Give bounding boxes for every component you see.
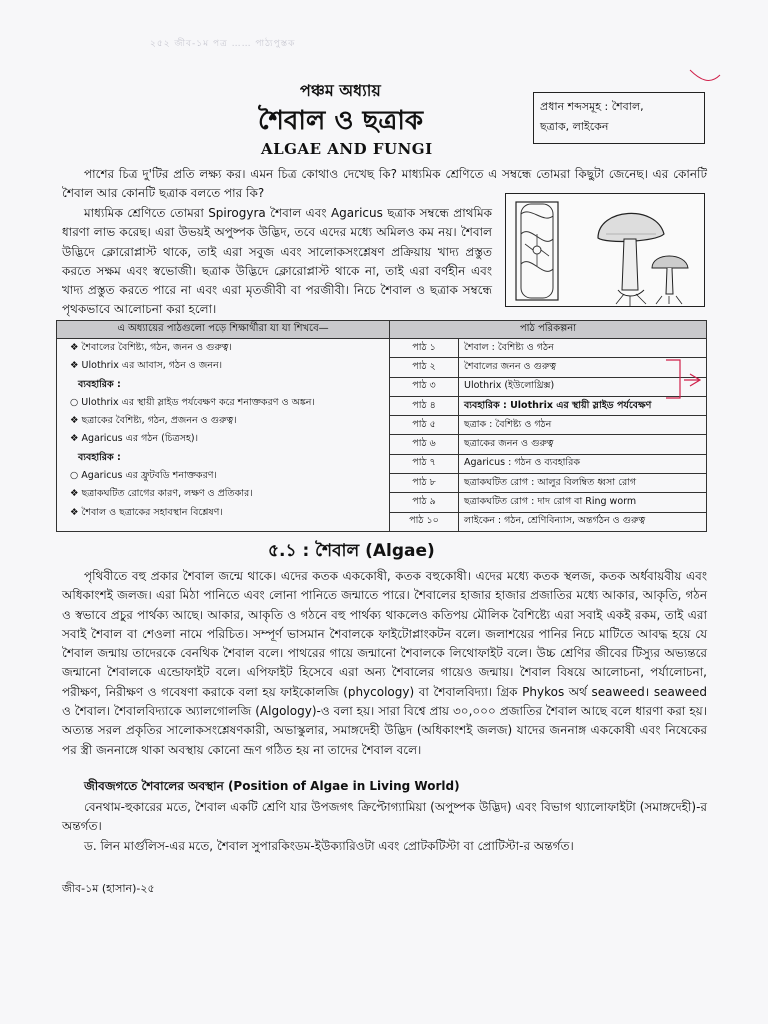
- lesson-number: পাঠ ৪: [390, 396, 459, 415]
- keywords-line-2: ছত্রাক, লাইকেন: [540, 120, 609, 133]
- chapter-title: শৈবাল ও ছত্রাক: [258, 106, 424, 136]
- position-paragraphs: [62, 798, 707, 856]
- intro-p1: পাশের চিত্র দু'টির প্রতি লক্ষ্য কর। এমন চিত্র কোথাও দেখেছ কি? মাধ্যমিক শ্রেণিতে এ সম্বন্ধে তোমরা কিছুটা জেনেছ। এর কোনটি শৈবাল আর কোনটি ছত্রাক বলতে পার কি?: [62, 167, 707, 201]
- lesson-number: পাঠ ৯: [390, 493, 459, 512]
- objective-item: ❖ শৈবাল ও ছত্রাকের সহাবস্থান বিশ্লেষণ।: [70, 506, 223, 518]
- objectives-cell: [57, 339, 390, 532]
- figure-drawing: [506, 194, 706, 308]
- lesson-title: শৈবাল : বৈশিষ্ট্য ও গঠন: [459, 339, 707, 358]
- algae-paragraph: [62, 567, 707, 760]
- intro-paragraph-2: [62, 204, 492, 320]
- position-p1: বেনথাম-হুকারের মতে, শৈবাল একটি শ্রেণি যার উপজগৎ ক্রিপ্টোগ্যামিয়া (অপুষ্পক উদ্ভিদ) এবং বিভাগ থ্যালোফাইটা (সমাঙ্গদেহী)-র অন্তর্গত।: [62, 800, 707, 834]
- position-p2: ড. লিন মার্গুলিস-এর মতে, শৈবাল সুপারকিংডম-ইউক্যারিওটা এবং প্রোটকটিস্টা বা প্রোটিস্টা-র অন্তর্গত।: [84, 838, 574, 853]
- keywords-line-1: প্রধান শব্দসমূহ : শৈবাল,: [540, 100, 644, 113]
- objective-item: ❖ Agaricus এর গঠন (চিত্রসহ)।: [70, 433, 199, 445]
- bleed-through-text: ২৫২ জীব-১ম পত্র …… পাঠ্যপুস্তক: [150, 39, 296, 49]
- chapter-subtitle: ALGAE AND FUNGI: [261, 140, 433, 158]
- position-subheading: জীবজগতে শৈবালের অবস্থান (Position of Algae in Living World): [84, 779, 460, 793]
- lesson-number: পাঠ ৩: [390, 377, 459, 396]
- section-heading: ৫.১ : শৈবাল (Algae): [268, 541, 435, 561]
- lesson-title: Agaricus : গঠন ও ব্যবহারিক: [459, 454, 707, 473]
- plan-header: পাঠ পরিকল্পনা: [390, 321, 707, 339]
- objective-item: ❖ Ulothrix এর আবাস, গঠন ও জনন।: [70, 360, 223, 372]
- practical-label: ব্যবহারিক :: [78, 451, 121, 463]
- objective-item: ○ Agaricus এর ফ্রুটবডি শনাক্তকরণ।: [70, 470, 217, 482]
- lesson-number: পাঠ ২: [390, 358, 459, 377]
- lesson-number: পাঠ ১০: [390, 512, 459, 531]
- lesson-number: পাঠ ৬: [390, 435, 459, 454]
- objectives-header: এ অধ্যায়ের পাঠগুলো পড়ে শিক্ষার্থীরা যা যা শিখবে—: [57, 321, 390, 339]
- footer-signature: জীব-১ম (হাসান)-২৫: [62, 882, 155, 895]
- lesson-title: ছত্রাকঘটিত রোগ : দাদ রোগ বা Ring worm: [459, 493, 707, 512]
- lesson-title: ছত্রাকের জনন ও গুরুত্ব: [459, 435, 707, 454]
- pen-mark: [690, 70, 720, 80]
- lesson-title: ছত্রাকঘটিত রোগ : আলুর বিলম্বিত ধ্বসা রোগ: [459, 474, 707, 493]
- lesson-number: পাঠ ৮: [390, 474, 459, 493]
- lesson-number: পাঠ ৭: [390, 454, 459, 473]
- lesson-title: Ulothrix (ইউলোথ্রিক্স): [459, 377, 707, 396]
- algae-p1: পৃথিবীতে বহু প্রকার শৈবাল জন্মে থাকে। এদের কতক এককোষী, কতক বহুকোষী। এদের মধ্যে কতক স্থলজ, কতক অর্ধবায়বীয় এবং অধিকাংশই জলজ। এরা মিঠা পানিতে এবং লোনা পানিতে জন্মাতে পারে। শৈবালের হাজার হাজার প্রজাতির মধ্যে আকার, আকৃতি, গঠন ও স্বভাবে প্রচুর পার্থক্য আছে। আকার, আকৃতি ও গঠনে বহু পার্থক্য থাকলেও কতিপয় মৌলিক বৈশিষ্ট্যে এরা সবাই একই রকম, তাই এরা সবাই শৈবাল বা শেওলা নামে পরিচিত। সম্পূর্ণ ভাসমান শৈবালকে ফাইটোপ্লাংকটন বলে। জলাশয়ের পানির নিচে মাটিতে আবদ্ধ হয়ে যে শৈবাল জন্মায় তাদেরকে বেনথিক শৈবাল বলে। পাথরের গায়ে জন্মানো শৈবালকে লিথোফাইট বলে। উচ্চ শ্রেণির জীবের টিস্যুর অভ্যন্তরে জন্মানো শৈবালকে এন্ডোফাইট বলে। এপিফাইট হিসেবে এরা অন্য শৈবালের গায়েও জন্মায়। শৈবাল বিষয়ে আলোচনা, পর্যালোচনা, পরীক্ষণ, নিরীক্ষণ ও গবেষণা করাকে বলা হয় ফাইকোলজি (phycology) বা শৈবালবিদ্যা। গ্রিক Phykos অর্থ seaweed। seaweed ও শৈবাল। শৈবালবিদ্যাকে অ্যালগোলজি (Algology)-ও বলা হয়। সারা বিশ্বে প্রায় ৩০,০০০ প্রজাতির শৈবাল আছে বলে ধারণা করা হয়। অত্যন্ত সরল প্রকৃতির সালোকসংশ্লেষণকারী, অভাস্কুলার, সমাঙ্গদেহী উদ্ভিদ (অধিকাংশই জলজ) যাদের জননাঙ্গ এককোষী এবং নিষেকের পর স্ত্রী জননাঙ্গে থাকা অবস্থায় কোনো ভ্রূণ গঠিত হয় না তাদের শৈবাল বলে।: [62, 569, 707, 757]
- keywords-box: [533, 92, 705, 144]
- lesson-number: পাঠ ১: [390, 339, 459, 358]
- objective-item: ❖ ছত্রাকের বৈশিষ্ট্য, গঠন, প্রজনন ও গুরুত্ব।: [70, 415, 237, 427]
- algae-fungi-figure: [505, 193, 705, 307]
- lesson-title: ছত্রাক : বৈশিষ্ট্য ও গঠন: [459, 416, 707, 435]
- practical-label: ব্যবহারিক :: [78, 378, 121, 390]
- lesson-number: পাঠ ৫: [390, 416, 459, 435]
- intro-p2: মাধ্যমিক শ্রেণিতে তোমরা Spirogyra শৈবাল এবং Agaricus ছত্রাক সম্বন্ধে প্রাথমিক ধারণা লাভ করেছ। এরা উভয়ই অপুষ্পক উদ্ভিদ, তবে এদের মধ্যে অমিলও কম নয়। শৈবাল উদ্ভিদে ক্লোরোপ্লাস্ট থাকে, তাই এরা সবুজ এবং সালোকসংশ্লেষণ প্রক্রিয়ায় খাদ্য প্রস্তুত করতে সক্ষম এবং স্বভোজী। ছত্রাক উদ্ভিদে ক্লোরোপ্লাস্ট থাকে না, তাই এরা বর্ণহীন এবং খাদ্য প্রস্তুত করতে পারে না এবং এরা মৃতজীবী বা পরজীবী। নিচে শৈবাল ও ছত্রাক সম্বন্ধে পৃথকভাবে আলোচনা করা হলো।: [62, 206, 492, 317]
- objective-item: ❖ শৈবালের বৈশিষ্ট্য, গঠন, জনন ও গুরুত্ব।: [70, 342, 232, 353]
- chapter-label: পঞ্চম অধ্যায়: [300, 81, 381, 100]
- lesson-title: শৈবালের জনন ও গুরুত্ব: [459, 358, 707, 377]
- lesson-title: লাইকেন : গঠন, শ্রেণিবিন্যাস, অন্তর্গঠন ও গুরুত্ব: [459, 512, 707, 531]
- objective-item: ○ Ulothrix এর স্থায়ী স্লাইড পর্যবেক্ষণ করে শনাক্তকরণ ও অঙ্কন।: [70, 396, 315, 408]
- lesson-plan-table: [56, 320, 707, 532]
- objective-item: ❖ ছত্রাকঘটিত রোগের কারণ, লক্ষণ ও প্রতিকার।: [70, 488, 253, 500]
- lesson-title: ব্যবহারিক : Ulothrix এর স্থায়ী স্লাইড পর্যবেক্ষণ: [459, 396, 707, 415]
